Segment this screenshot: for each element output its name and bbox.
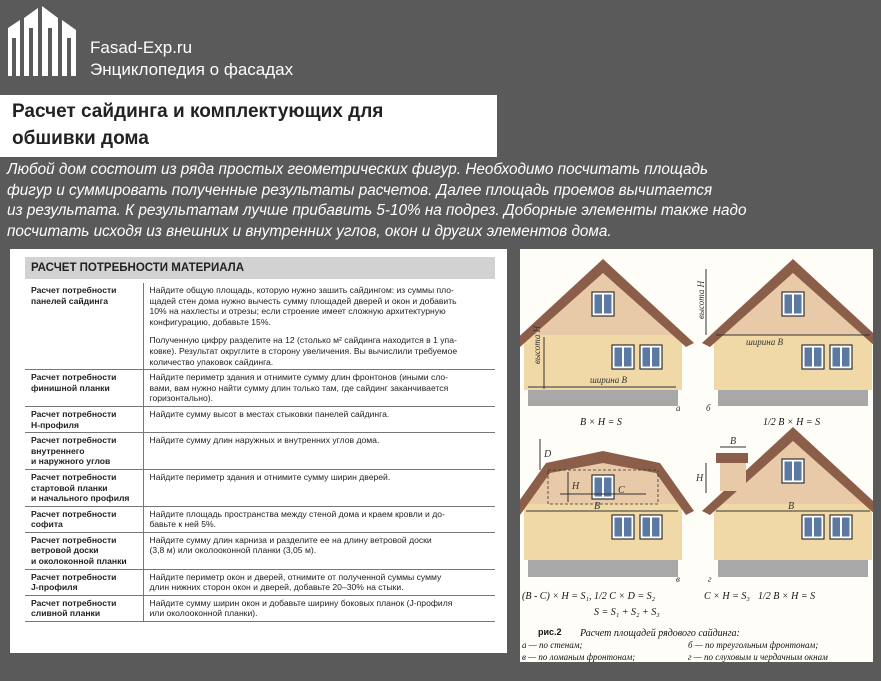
figure-letter: г (708, 574, 712, 584)
intro-line: из результата. К результатам лучше прибавить 5-10% на подрез. Доборные элементы также надо (7, 202, 747, 219)
row-text-line: 10% на нахлесты и отрезы; если строение имеет сложную архитектурную (149, 306, 446, 317)
material-table-body (25, 283, 495, 622)
table-row (25, 595, 495, 621)
letter-b: В (594, 501, 601, 512)
height-label: высота Н (696, 280, 706, 319)
row-name-line: стартовой планки (31, 482, 108, 493)
row-name-line: и начального профиля (31, 493, 130, 504)
caption-line: б — по треугольным фронтонам; (688, 640, 819, 650)
row-description (143, 283, 495, 370)
row-name (25, 469, 143, 506)
row-text-line: Найдите сумму длин наружных и внутренних углов дома. (149, 435, 380, 446)
formula-v: (В - С) × Н = S₁, 1/2 С × D = S₂ (522, 591, 656, 602)
row-name-line: Расчет потребности (31, 597, 117, 608)
row-name-line: панелей сайдинга (31, 295, 108, 306)
row-text-line: Найдите общую площадь, которую нужно зашить сайдингом: из суммы пло- (149, 285, 454, 295)
figure-letter: б (706, 403, 711, 413)
row-text-line: Найдите площадь пространства между стеной дома и краем кровли и до- (149, 508, 445, 519)
row-description (143, 506, 495, 532)
gable-window (782, 459, 804, 483)
row-text-line: Найдите периметр окон и дверей, отнимите от полученной суммы сумму (149, 571, 442, 582)
row-text-line: или околооконной планки). (149, 608, 258, 619)
row-name (25, 370, 143, 407)
letter-d: D (544, 449, 552, 460)
house-b (696, 259, 873, 428)
site-subtitle: Энциклопедия о фасадах (90, 60, 294, 79)
row-name-line: Расчет потребности (31, 571, 117, 582)
formula-sum: S = S₁ + S₂ + S₃ (594, 607, 660, 618)
siding-area-figure (520, 249, 873, 662)
window (640, 515, 662, 539)
width-label: ширина В (746, 337, 784, 347)
material-table-panel (10, 249, 507, 653)
page-title-line-2: обшивки дома (12, 128, 149, 149)
foundation (718, 389, 868, 406)
row-paragraph (150, 598, 492, 619)
row-name-line: и наружного углов (31, 456, 111, 467)
row-description (143, 595, 495, 621)
row-name (25, 406, 143, 432)
row-description (143, 433, 495, 470)
figure-letter: а (676, 403, 681, 413)
row-text-line: Полученную цифру разделите на 12 (столько м² сайдинга находится в 1 упа- (149, 335, 457, 346)
row-text-line: щадей стен дома нужно вычесть сумму площадей дверей и окон и добавить (149, 295, 457, 306)
row-paragraph (150, 335, 492, 367)
logo-icon (8, 6, 80, 76)
gable-window (782, 292, 804, 316)
letter-h: Н (572, 481, 580, 492)
row-text-line: количество упаковок сайдинга. (149, 356, 274, 367)
foundation (718, 559, 868, 577)
row-name-line: ветровой доски (31, 545, 99, 556)
window (612, 345, 634, 369)
letter-b: В (730, 436, 737, 447)
row-paragraph (150, 572, 492, 593)
row-name-line: J-профиля (31, 582, 78, 593)
row-paragraph (150, 535, 492, 556)
window (612, 515, 634, 539)
table-row (25, 370, 495, 407)
row-name-line: Расчет потребности (31, 508, 117, 519)
row-paragraph (150, 472, 492, 483)
row-description (143, 569, 495, 595)
row-text-line: Найдите сумму длин карниза и разделите ее на длину ветровой доски (149, 534, 432, 545)
caption-number: рис.2 (538, 627, 562, 637)
row-name-line: внутреннего (31, 445, 85, 456)
row-name (25, 433, 143, 470)
foundation (528, 559, 678, 577)
gable-window (592, 292, 614, 316)
row-name (25, 595, 143, 621)
formula-g2: 1/2 В × Н = S (758, 591, 816, 602)
row-paragraph (150, 285, 492, 327)
row-text-line: Найдите периметр здания и отнимите сумму ширин дверей. (149, 471, 391, 482)
row-name-line: финишной планки (31, 382, 110, 393)
row-text-line: горизонтально). (149, 393, 214, 404)
row-text-line: длин нижних сторон окон и дверей, добавьте 20–30% на стыки. (149, 582, 404, 593)
row-text-line: вами, вам нужно найти сумму длин только там, где сайдинг заканчивается (149, 382, 449, 393)
row-name (25, 532, 143, 569)
row-text-line: бавьте к ней 5%. (149, 519, 217, 530)
letter-b: В (788, 501, 795, 512)
row-description (143, 406, 495, 432)
table-row (25, 433, 495, 470)
table-row (25, 569, 495, 595)
row-name (25, 506, 143, 532)
row-paragraph (150, 509, 492, 530)
house-a (520, 259, 694, 428)
row-paragraph (150, 372, 492, 404)
row-paragraph (150, 435, 492, 446)
window (830, 515, 852, 539)
row-text-line: (3,8 м) или околооконной планки (3,05 м). (149, 545, 317, 556)
row-name-line: сливной планки (31, 608, 101, 619)
caption-title: Расчет площадей рядового сайдинга: (580, 628, 740, 639)
table-row (25, 532, 495, 569)
window (802, 515, 824, 539)
gable-window (592, 475, 614, 499)
foundation (528, 389, 678, 406)
row-description (143, 469, 495, 506)
house-g (695, 427, 873, 584)
row-paragraph (150, 409, 492, 420)
width-label: ширина В (590, 375, 628, 385)
table-row (25, 406, 495, 432)
siding-figure-panel (520, 249, 873, 662)
row-name-line: Расчет потребности (31, 435, 117, 446)
table-row (25, 506, 495, 532)
intro-line: фигур и суммировать полученные результаты расчетов. Далее площадь проемов вычитается (7, 181, 713, 199)
row-text-line: Найдите периметр здания и отнимите сумму длин фронтонов (иными сло- (149, 372, 448, 383)
table-heading: РАСЧЕТ ПОТРЕБНОСТИ МАТЕРИАЛА (25, 257, 495, 279)
row-text-line: ковке). Результат округлите в сторону увеличения. Вы вычислили требуемое (149, 345, 458, 356)
row-name (25, 569, 143, 595)
row-name-line: Расчет потребности (31, 534, 117, 545)
intro-line: Любой дом состоит из ряда простых геометрических фигур. Необходимо посчитать площадь (7, 161, 709, 178)
letter-h: Н (696, 473, 704, 484)
caption-line: в — по ломаным фронтонам; (522, 652, 636, 662)
row-name-line: Расчет потребности (31, 372, 117, 383)
row-text-line: Найдите сумму ширин окон и добавьте ширину боковых планок (J-профиля (149, 597, 453, 608)
window (802, 345, 824, 369)
material-table (25, 283, 495, 622)
caption-line: г — по слуховым и чердачным окнам (688, 652, 828, 662)
page-title-line-1: Расчет сайдинга и комплектующих для (12, 101, 384, 122)
letter-c: С (618, 485, 625, 496)
formula-g: С × Н = S₃ (704, 591, 750, 602)
house-v (520, 439, 694, 584)
row-description (143, 370, 495, 407)
row-name-line: софита (31, 519, 63, 530)
dormer-window-area (720, 463, 746, 491)
row-description (143, 532, 495, 569)
table-row (25, 283, 495, 370)
height-label: высота Н (532, 325, 542, 364)
window (830, 345, 852, 369)
intro-line: посчитать исходя из внешних и внутренних углов, окон и других элементов дома. (7, 222, 612, 240)
row-name-line: Расчет потребности (31, 285, 117, 295)
row-name (25, 283, 143, 370)
intro-paragraph (7, 160, 873, 242)
formula-b: 1/2 В × Н = S (763, 417, 821, 428)
formula-a: В × Н = S (580, 417, 622, 428)
caption-line: а — по стенам; (522, 640, 583, 650)
row-name-line: и околоконной планки (31, 556, 127, 567)
figure-letter: в (676, 574, 680, 584)
row-name-line: Н-профиля (31, 419, 80, 430)
site-name[interactable]: Fasad-Exp.ru (90, 38, 193, 57)
row-name-line: Расчет потребности (31, 408, 117, 419)
window (640, 345, 662, 369)
row-name-line: Расчет потребности (31, 471, 117, 482)
page-title (0, 95, 497, 157)
dormer-roof (716, 453, 748, 463)
row-text-line: конфигурацию, добавьте 15%. (149, 316, 271, 327)
table-row (25, 469, 495, 506)
row-text-line: Найдите сумму высот в местах стыковки панелей сайдинга. (149, 408, 390, 419)
